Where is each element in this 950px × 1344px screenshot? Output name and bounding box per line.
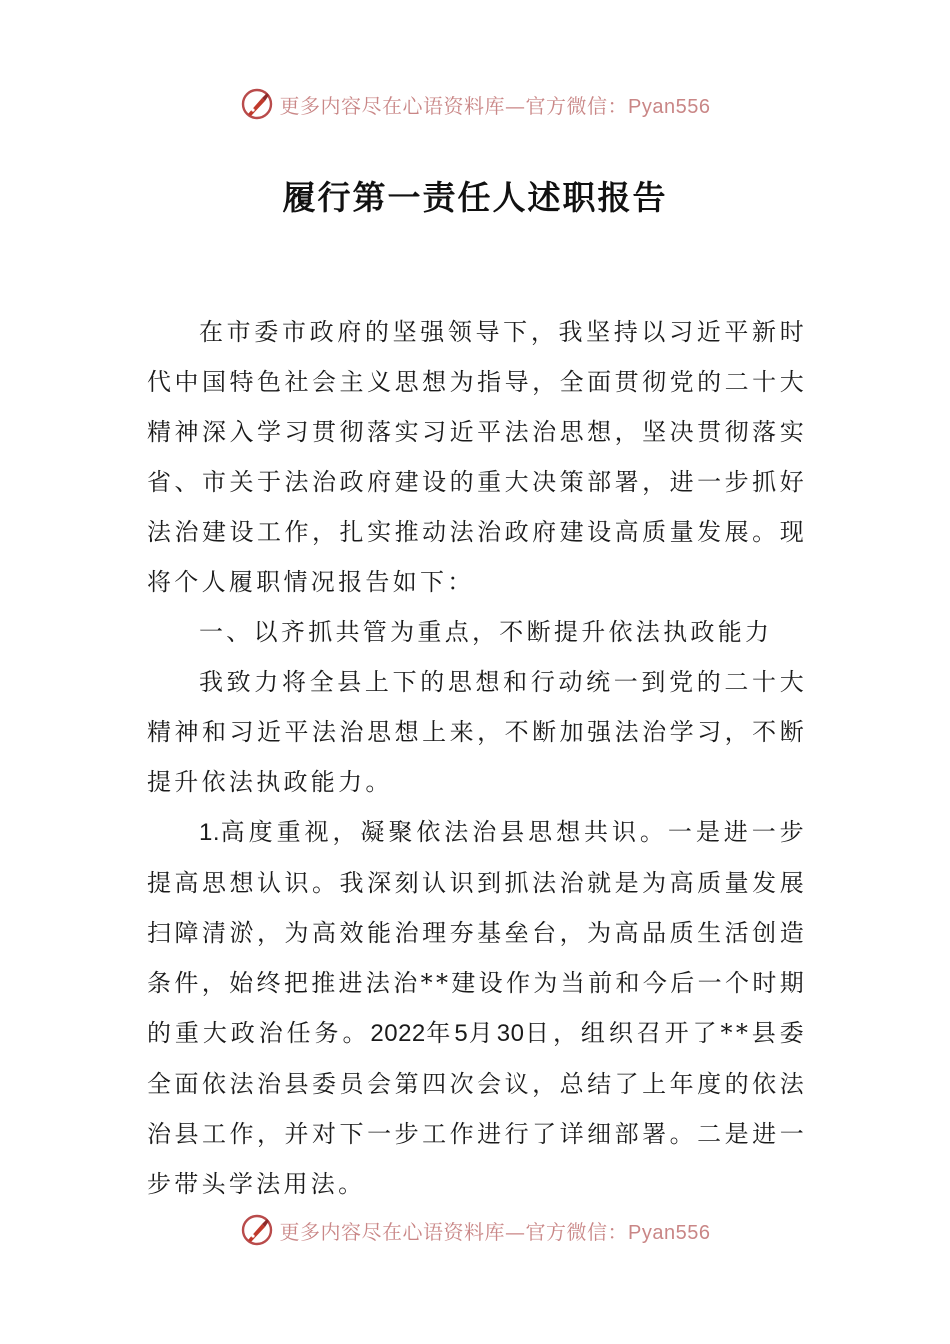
section-heading: 一、以齐抓共管为重点，不断提升依法执政能力 [199,618,773,646]
paragraph-section-intro: 我致力将全县上下的思想和行动统一到党的二十大精神和习近平法治思想上来，不断加强法治学习，不断提升依法执政能力。 [147,668,807,796]
wechat-id: Pyan556 [628,95,711,118]
watermark-text: 更多内容尽在心语资料库—官方微信：Pyan556 [279,1219,711,1244]
paragraph-intro: 在市委市政府的坚强领导下，我坚持以习近平新时代中国特色社会主义思想为指导，全面贯彻党的二十大精神深入学习贯彻落实习近平法治思想，坚决贯彻落实省、市关于法治政府建设的重大决策部署，进一步抓好法治建设工作，扎实推动法治政府建设高质量发展。现将个人履职情况报告如下： [147,318,807,596]
wechat-id: Pyan556 [628,1221,711,1244]
date-month: 5 [454,1020,469,1047]
paragraph-item-1: 1.高度重视，凝聚依法治县思想共识。一是进一步提高思想认识。我深刻认识到抓法治就是为高质量发展扫障清淤，为高效能治理夯基垒台，为高品质生活创造条件，始终把推进法治**建设作为当前和今后一个时期的重大政治任务。2022年5月30日，组织召开了**县委全面依法治县委员会第四次会议，总结了上年度的依法治县工作，并对下一步工作进行了详细部署。二是进一步带头学法用法。 [147,818,807,1198]
item-number: 1. [199,819,221,846]
document-title: 履行第一责任人述职报告 [282,178,668,217]
date-day: 30 [496,1020,525,1047]
watermark-text: 更多内容尽在心语资料库—官方微信：Pyan556 [279,93,711,118]
watermark-banner-bottom [0,1210,950,1250]
date-year: 2022 [370,1020,426,1047]
document-body [147,307,807,1209]
pen-nib-circle-icon [240,1213,274,1247]
watermark-banner-top [0,84,950,124]
pen-nib-circle-icon [240,87,274,121]
